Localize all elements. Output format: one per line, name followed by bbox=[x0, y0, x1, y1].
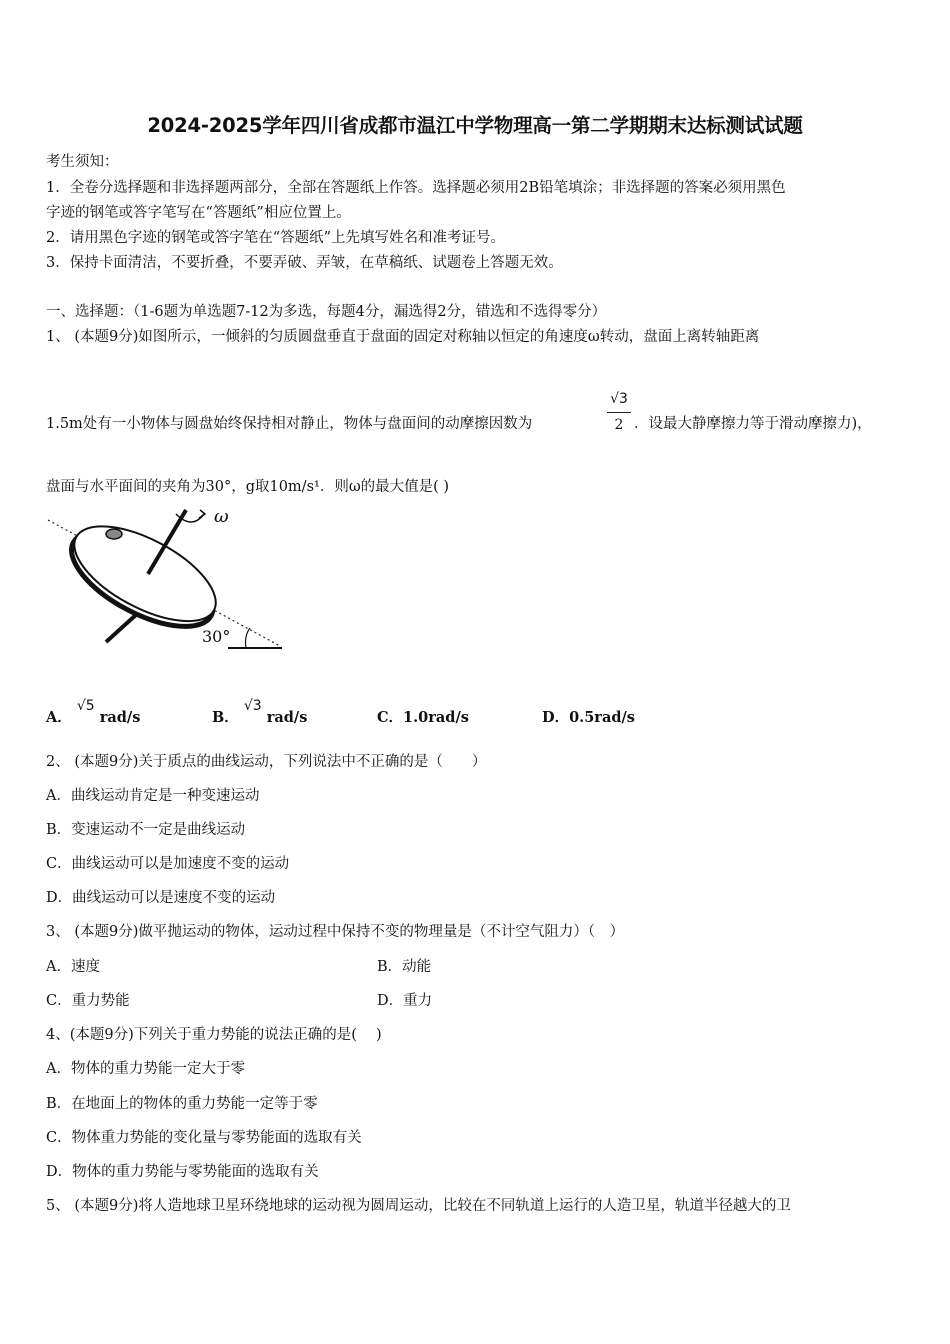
tilted-disk-figure bbox=[44, 500, 304, 664]
notice-heading: 考生须知： bbox=[46, 154, 119, 170]
q1-option-d[interactable]: D．0.5rad/s bbox=[542, 709, 635, 726]
notice-item: 字迹的钢笔或答字笔写在“答题纸”相应位置上。 bbox=[46, 205, 351, 221]
q2-option[interactable]: D．曲线运动可以是速度不变的运动 bbox=[46, 890, 276, 906]
q2-option[interactable]: B．变速运动不一定是曲线运动 bbox=[46, 822, 246, 838]
q5-stem: 5、 (本题9分)将人造地球卫星环绕地球的运动视为圆周运动，比较在不同轨道上运行的人造卫星，轨道半径越大的卫 bbox=[46, 1198, 791, 1214]
q4-option[interactable]: C．物体重力势能的变化量与零势能面的选取有关 bbox=[46, 1130, 362, 1146]
q3-option-d[interactable]: D．重力 bbox=[377, 993, 433, 1009]
option-b-root: √3 bbox=[243, 698, 262, 714]
q2-option[interactable]: C．曲线运动可以是加速度不变的运动 bbox=[46, 856, 290, 872]
fraction-numerator: √3 bbox=[610, 391, 628, 407]
q4-option[interactable]: A．物体的重力势能一定大于零 bbox=[46, 1061, 245, 1077]
q2-option[interactable]: A．曲线运动肯定是一种变速运动 bbox=[46, 788, 260, 804]
notice-item: 1．全卷分选择题和非选择题两部分，全部在答题纸上作答。选择题必须用2B铅笔填涂；非选择题的答案必须用黑色 bbox=[46, 180, 786, 196]
q3-option-b[interactable]: B．动能 bbox=[377, 959, 432, 975]
q3-option-a[interactable]: A．速度 bbox=[46, 959, 100, 975]
option-a-root: √5 bbox=[76, 698, 95, 714]
small-object bbox=[106, 529, 122, 539]
notice-item: 2．请用黑色字迹的钢笔或答字笔在“答题纸”上先填写姓名和准考证号。 bbox=[46, 230, 506, 246]
section-heading: 一、选择题：（1-6题为单选题7-12为多选，每题4分，漏选得2分，错选和不选得零分） bbox=[46, 304, 607, 320]
q4-option[interactable]: B．在地面上的物体的重力势能一定等于零 bbox=[46, 1096, 318, 1112]
option-b-unit: rad/s bbox=[266, 709, 308, 726]
q1-stem-line2b: ．设最大静摩擦力等于滑动摩擦力)， bbox=[634, 416, 872, 432]
fraction-bar bbox=[607, 412, 631, 413]
q2-stem: 2、 (本题9分)关于质点的曲线运动，下列说法中不正确的是（ ） bbox=[46, 754, 487, 770]
q1-option-b[interactable] bbox=[212, 698, 308, 727]
option-a-label: A． bbox=[46, 709, 72, 726]
q1-option-a[interactable] bbox=[46, 698, 141, 727]
friction-fraction bbox=[604, 388, 634, 435]
angle-arc bbox=[246, 628, 251, 648]
q1-stem-line3: 盘面与水平面间的夹角为30°，g取10m/s¹．则ω的最大值是( ) bbox=[46, 479, 450, 495]
q3-stem: 3、 (本题9分)做平抛运动的物体，运动过程中保持不变的物理量是（不计空气阻力）（ ） bbox=[46, 924, 625, 940]
option-a-unit: rad/s bbox=[99, 709, 141, 726]
q4-option[interactable]: D．物体的重力势能与零势能面的选取有关 bbox=[46, 1164, 319, 1180]
tilted-disk-diagram bbox=[44, 500, 304, 660]
q1-option-c[interactable]: C．1.0rad/s bbox=[377, 709, 469, 726]
omega-label: ω bbox=[214, 506, 229, 527]
q3-option-c[interactable]: C．重力势能 bbox=[46, 993, 130, 1009]
q4-stem: 4、(本题9分)下列关于重力势能的说法正确的是( ) bbox=[46, 1027, 382, 1043]
disk bbox=[57, 507, 229, 646]
angle-label: 30° bbox=[202, 627, 231, 646]
option-b-label: B． bbox=[212, 709, 239, 726]
fraction-denominator: 2 bbox=[614, 417, 624, 433]
q1-stem-line1: 1、 (本题9分)如图所示，一倾斜的匀质圆盘垂直于盘面的固定对称轴以恒定的角速度ω转动，盘面上离转轴距离 bbox=[46, 329, 760, 345]
rotation-arrow-head bbox=[199, 510, 205, 518]
q1-stem-line2a: 1.5m处有一小物体与圆盘始终保持相对静止，物体与盘面间的动摩擦因数为 bbox=[46, 416, 533, 432]
page-title: 2024-2025学年四川省成都市温江中学物理高一第二学期期末达标测试试题 bbox=[147, 114, 803, 137]
notice-item: 3．保持卡面清洁，不要折叠，不要弄破、弄皱，在草稿纸、试题卷上答题无效。 bbox=[46, 255, 563, 271]
